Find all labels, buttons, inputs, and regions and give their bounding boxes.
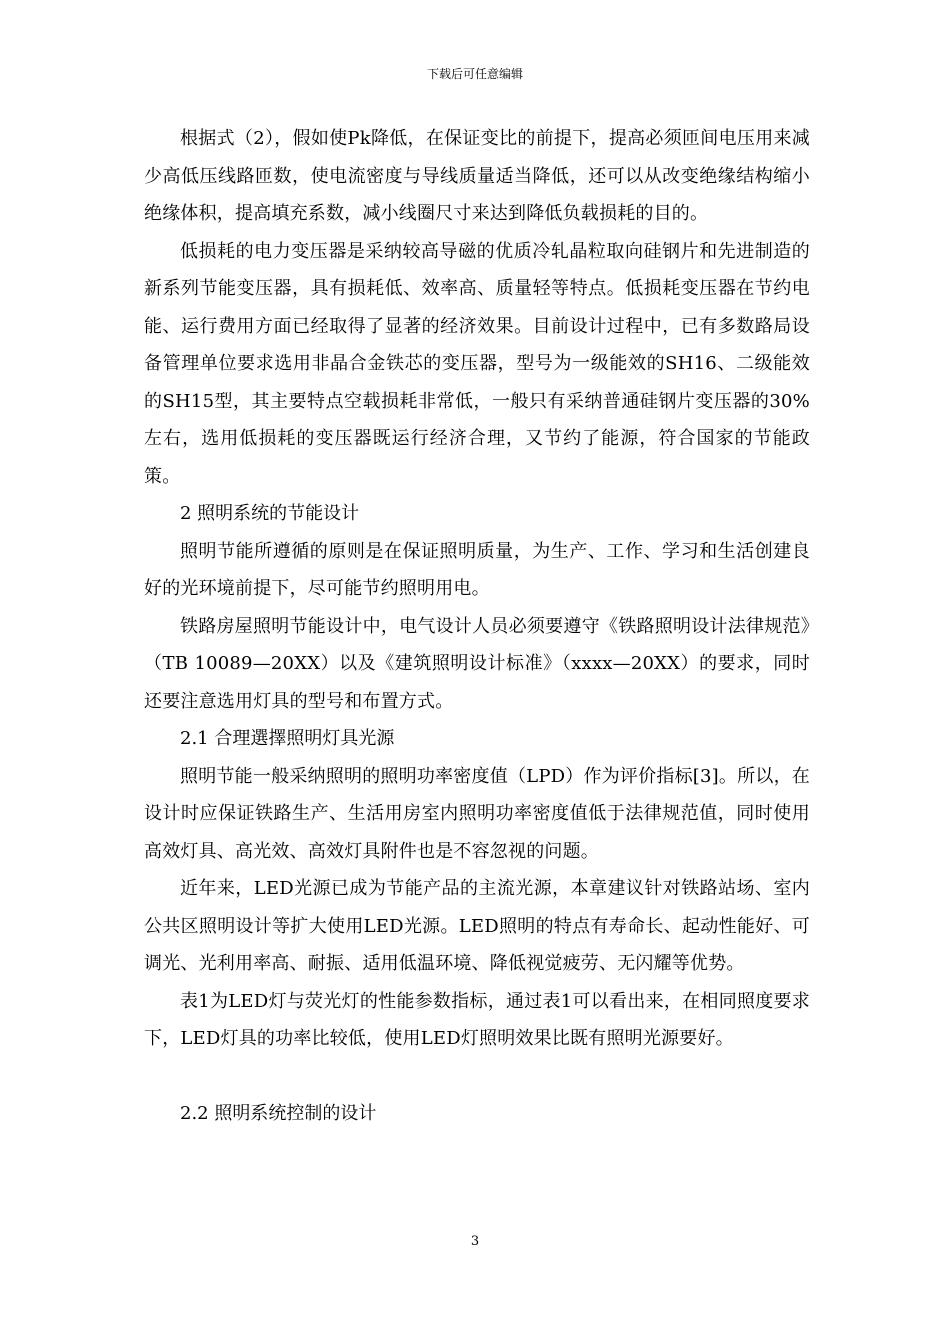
page-header: 下载后可任意编辑 [426,67,523,81]
paragraph-table-reference: 表1为LED灯与荧光灯的性能参数指标，通过表1可以看出来，在相同照度要求下，LED灯具的功率比较低，使用LED灯照明效果比既有照明光源要好。 [144,990,810,1049]
paragraph-railway-lighting-design: 铁路房屋照明节能设计中，电气设计人员必须要遵守《铁路照明设计法律规范》（TB 10089—20XX）以及《建筑照明设计标准》（xxxx—20XX）的要求，同时还要注意选用灯具的型号和布置方式。 [144,615,810,712]
document-body [144,120,810,1133]
page-number: 3 [470,1234,480,1249]
subsection-heading-lighting-control: 2.2 照明系统控制的设计 [180,1103,377,1124]
paragraph-lpd: 照明节能一般采纳照明的照明功率密度值（LPD）作为评价指标[3]。所以，在设计时应保证铁路生产、生活用房室内照明功率密度值低于法律规范值，同时使用高效灯具、高光效、高效灯具附件也是不容忽视的问题。 [144,765,810,862]
paragraph-lighting-principle: 照明节能所遵循的原则是在保证照明质量，为生产、工作、学习和生活创建良好的光环境前提下，尽可能节约照明用电。 [144,540,810,599]
blank-line [144,1058,810,1096]
paragraph-load-loss: 根据式（2），假如使Pk降低，在保证变比的前提下，提高必须匝间电压用来减少高低压线路匝数，使电流密度与导线质量适当降低，还可以从改变绝缘结构缩小绝缘体积，提高填充系数，减小线圈尺寸来达到降低负载损耗的目的。 [144,128,810,224]
subsection-heading-light-source: 2.1 合理選擇照明灯具光源 [180,728,395,749]
section-heading-lighting-energy: 2 照明系统的节能设计 [180,503,360,524]
paragraph-low-loss-transformer: 低损耗的电力变压器是采纳较高导磁的优质冷轧晶粒取向硅钢片和先进制造的新系列节能变压器，具有损耗低、效率高、质量轻等特点。低损耗变压器在节约电能、运行费用方面已经取得了显著的经济效果。目前设计过程中，已有多数路局设备管理单位要求选用非晶合金铁芯的变压器，型号为一级能效的SH16、二级能效的SH15型，其主要特点空载损耗非常低，一般只有采纳普通硅钢片变压器的30%左右，选用低损耗的变压器既运行经济合理，又节约了能源，符合国家的节能政策。 [144,240,810,487]
paragraph-led-source: 近年来，LED光源已成为节能产品的主流光源，本章建议针对铁路站场、室内公共区照明设计等扩大使用LED光源。LED照明的特点有寿命长、起动性能好、可调光、光利用率高、耐振、适用低温环境、降低视觉疲劳、无闪耀等优势。 [144,878,810,974]
